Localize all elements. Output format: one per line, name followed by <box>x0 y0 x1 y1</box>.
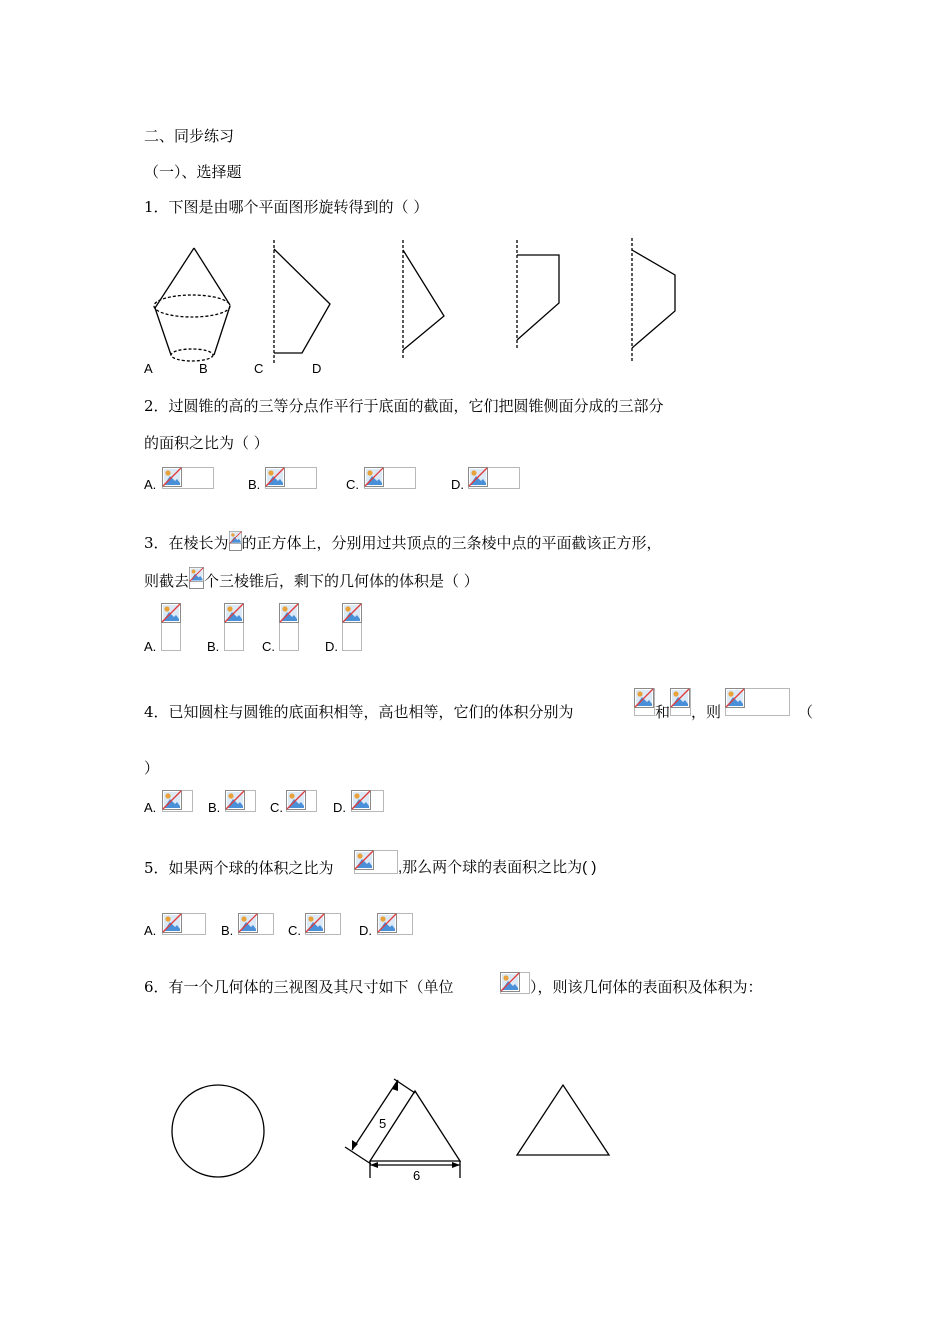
q4-option-b-label: B. <box>208 800 221 815</box>
question-5-text-b: ,那么两个球的表面积之比为( ) <box>398 859 597 876</box>
q6-dimension-base-label: 6 <box>413 1168 421 1183</box>
question-2-line-2: 的面积之比为（ ） <box>144 434 269 452</box>
q3-option-b-label: B. <box>207 639 220 654</box>
q6-dimension-side-label: 5 <box>379 1116 387 1131</box>
question-4-line-2: ） <box>144 759 160 777</box>
question-4-line-1a: 4．已知圆柱与圆锥的底面积相等，高也相等，它们的体积分别为 <box>144 703 574 721</box>
q6-front-view-triangle <box>345 1079 460 1178</box>
q4-option-a-label: A. <box>144 800 157 815</box>
q1-label-d: D <box>312 361 322 376</box>
question-4-line-1b: 和 <box>655 703 671 721</box>
q1-label-c: C <box>254 361 264 376</box>
q5-option-b-label: B. <box>221 923 234 938</box>
question-3-line-2: 则截去 个三棱锥后，剩下的几何体的体积是（ ） <box>144 571 479 591</box>
question-2-line-1: 2．过圆锥的高的三等分点作平行于底面的截面，它们把圆锥侧面分成的三部分 <box>144 397 664 415</box>
q4-option-d-label: D. <box>333 800 346 815</box>
subsection-title: （一）、选择题 <box>144 163 242 181</box>
question-6-text-b: ），则该几何体的表面积及体积为： <box>530 978 763 996</box>
q6-top-view-circle <box>172 1085 264 1177</box>
question-4-line-1d: （ <box>798 703 814 721</box>
question-1-text: 1．下图是由哪个平面图形旋转得到的（ ） <box>144 198 429 216</box>
question-3-line-1: 3．在棱长为 的正方体上，分别用过共顶点的三条棱中点的平面截该正方形， <box>144 533 662 553</box>
question-4-line-1c: ，则 <box>691 703 722 721</box>
question-5-text-a: 5．如果两个球的体积之比为 <box>144 859 334 877</box>
q3-option-d-label: D. <box>325 639 338 654</box>
q3-option-a-label: A. <box>144 639 157 654</box>
q5-option-d-label: D. <box>359 923 372 938</box>
q5-option-c-label: C. <box>288 923 301 938</box>
q4-option-c-label: C. <box>270 800 283 815</box>
q3-option-c-label: C. <box>262 639 275 654</box>
q5-option-a-label: A. <box>144 923 157 938</box>
section-title: 二、同步练习 <box>144 127 235 145</box>
q2-option-b-label: B. <box>248 477 261 492</box>
q2-option-c-label: C. <box>346 477 359 492</box>
q1-label-b: B <box>199 361 208 376</box>
q6-side-view-triangle <box>517 1085 609 1155</box>
question-6-text-a: 6．有一个几何体的三视图及其尺寸如下（单位 <box>144 978 454 996</box>
q2-option-d-label: D. <box>451 477 464 492</box>
q1-label-a: A <box>144 361 153 376</box>
q2-option-a-label: A. <box>144 477 157 492</box>
